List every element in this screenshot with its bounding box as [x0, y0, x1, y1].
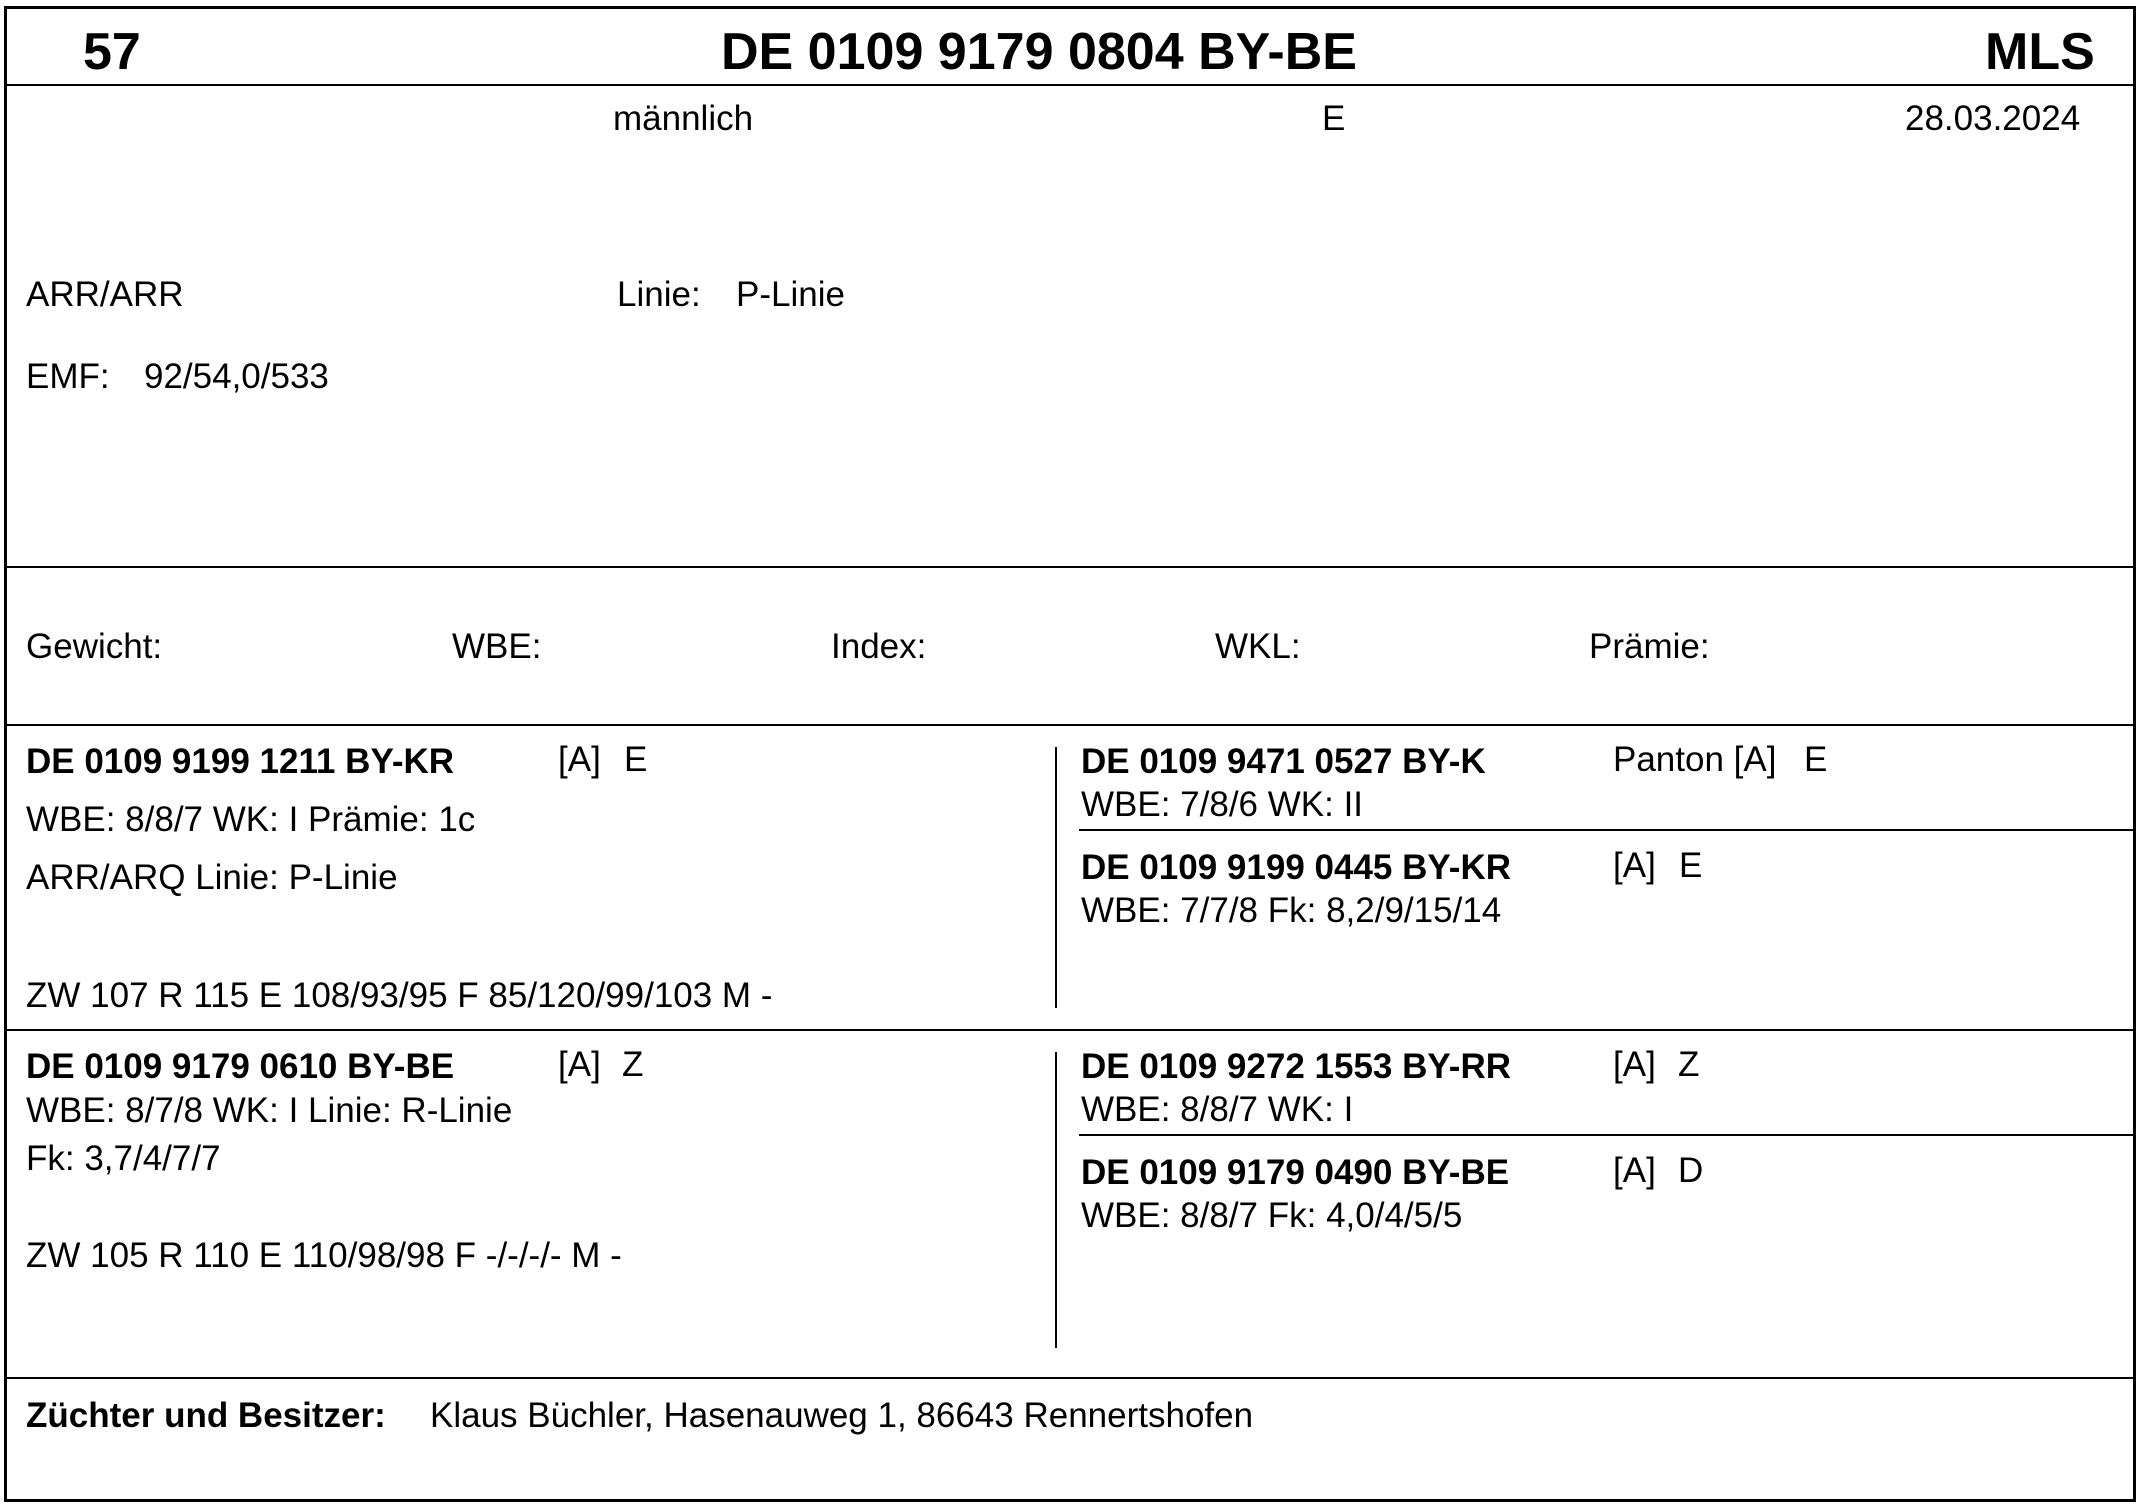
index-label: Index:	[831, 627, 927, 666]
sire-line-1: WBE: 8/8/7 WK: I Prämie: 1c	[26, 800, 476, 839]
dam-sire-id: DE 0109 9272 1553 BY-RR	[1081, 1047, 1511, 1086]
emf-label: EMF:	[26, 357, 110, 396]
dam-line-3: ZW 105 R 110 E 110/98/98 F -/-/-/- M -	[26, 1236, 622, 1275]
divider-sire-grandparents	[1079, 829, 2136, 831]
sire-class: E	[624, 740, 648, 779]
breed-code: MLS	[1985, 23, 2095, 81]
sire-dam-line-1: WBE: 7/7/8 Fk: 8,2/9/15/14	[1081, 891, 1502, 930]
ring-id-title: DE 0109 9179 0804 BY-BE	[721, 23, 1357, 81]
dam-dam-id: DE 0109 9179 0490 BY-BE	[1081, 1153, 1510, 1192]
sire-line-2: ARR/ARQ Linie: P-Linie	[26, 858, 398, 897]
class-grade: E	[1322, 99, 1346, 138]
divider-sire-vertical	[1055, 747, 1057, 1008]
emf-value: 92/54,0/533	[144, 357, 329, 396]
dam-line-1: WBE: 8/7/8 WK: I Linie: R-Linie	[26, 1091, 513, 1130]
date: 28.03.2024	[1905, 99, 2081, 138]
gewicht-label: Gewicht:	[26, 627, 163, 666]
dam-sire-line-1: WBE: 8/8/7 WK: I	[1081, 1090, 1354, 1129]
dam-dam-class: D	[1678, 1151, 1704, 1190]
genotype: ARR/ARR	[26, 275, 184, 314]
sire-sire-tag: Panton [A]	[1613, 740, 1777, 779]
divider-info	[4, 566, 2136, 568]
divider-header	[4, 84, 2136, 86]
divider-dam-vertical	[1055, 1052, 1057, 1348]
dam-class: Z	[622, 1045, 644, 1084]
sire-tag: [A]	[558, 740, 601, 779]
linie-value: P-Linie	[736, 275, 845, 314]
dam-dam-tag: [A]	[1613, 1151, 1656, 1190]
dam-dam-line-1: WBE: 8/8/7 Fk: 4,0/4/5/5	[1081, 1196, 1463, 1235]
breeder-owner-value: Klaus Büchler, Hasenauweg 1, 86643 Rennertshofen	[430, 1396, 1254, 1435]
praemie-label: Prämie:	[1589, 627, 1710, 666]
catalog-number: 57	[83, 23, 141, 81]
divider-fields	[4, 724, 2136, 726]
dam-id: DE 0109 9179 0610 BY-BE	[26, 1047, 455, 1086]
sire-line-3: ZW 107 R 115 E 108/93/95 F 85/120/99/103 M -	[26, 976, 773, 1015]
sire-dam-class: E	[1679, 846, 1703, 885]
divider-footer	[4, 1377, 2136, 1379]
sire-sire-line-1: WBE: 7/8/6 WK: II	[1081, 785, 1364, 824]
dam-sire-class: Z	[1678, 1045, 1700, 1084]
dam-sire-tag: [A]	[1613, 1045, 1656, 1084]
wkl-label: WKL:	[1215, 627, 1301, 666]
divider-sire-dam	[4, 1029, 2136, 1031]
sire-dam-id: DE 0109 9199 0445 BY-KR	[1081, 848, 1511, 887]
sire-dam-tag: [A]	[1613, 846, 1656, 885]
sire-id: DE 0109 9199 1211 BY-KR	[26, 742, 455, 781]
dam-line-2: Fk: 3,7/4/7/7	[26, 1139, 221, 1178]
breeder-owner-label: Züchter und Besitzer:	[26, 1396, 386, 1435]
sire-sire-class: E	[1804, 740, 1828, 779]
sex: männlich	[613, 99, 754, 138]
linie-label: Linie:	[617, 275, 701, 314]
dam-tag: [A]	[558, 1045, 601, 1084]
sire-sire-id: DE 0109 9471 0527 BY-K	[1081, 742, 1486, 781]
wbe-label: WBE:	[452, 627, 542, 666]
divider-dam-grandparents	[1079, 1134, 2136, 1136]
